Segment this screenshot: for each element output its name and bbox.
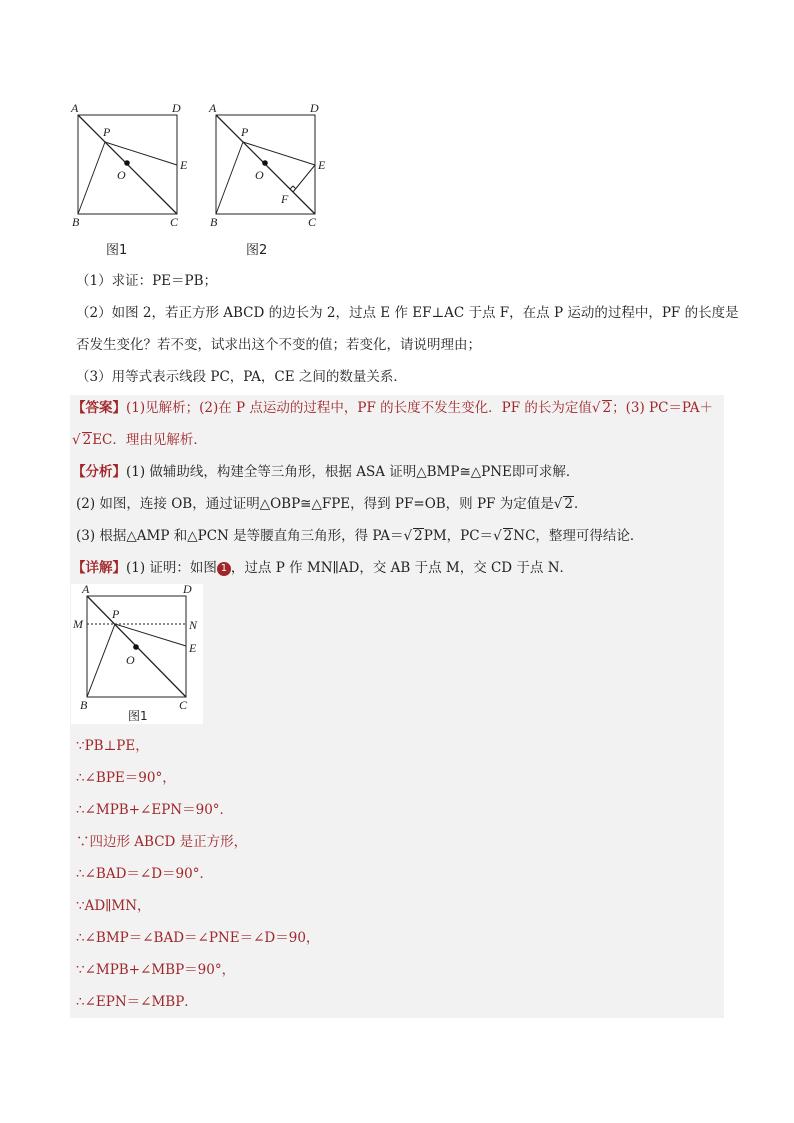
question-2-line-1: （2）如图 2，若正方形 ABCD 的边长为 2，过点 E 作 EF⊥AC 于点 F，在点 P 运动的过程中，PF 的长度是 bbox=[76, 305, 739, 321]
answer-sqrt-1: 2 bbox=[602, 400, 612, 416]
label-P: P bbox=[241, 125, 249, 139]
label-P: P bbox=[112, 607, 120, 621]
label-A: A bbox=[82, 584, 90, 596]
label-B: B bbox=[72, 215, 80, 229]
label-E: E bbox=[189, 641, 197, 655]
detail-tag: 【详解】 bbox=[72, 560, 126, 576]
label-O: O bbox=[117, 168, 126, 182]
detail-step-1: ∵PB⊥PE， bbox=[76, 738, 149, 754]
detail-step-9: ∴∠EPN＝∠MBP． bbox=[76, 994, 198, 1010]
analysis-line-3: (3) 根据△AMP 和△PCN 是等腰直角三角形，得 PA＝√ 2PM，PC＝√ 2NC，整理可得结论． bbox=[76, 528, 644, 544]
figure-1-diagram bbox=[66, 98, 196, 233]
figure-1-caption: 图1 bbox=[106, 243, 128, 258]
analysis-text-3a: (3) 根据△AMP 和△PCN 是等腰直角三角形，得 PA＝ bbox=[76, 528, 404, 544]
label-C: C bbox=[179, 698, 188, 712]
label-O: O bbox=[255, 168, 264, 182]
label-B: B bbox=[80, 698, 88, 712]
question-3: （3）用等式表示线段 PC，PA，CE 之间的数量关系． bbox=[76, 369, 407, 385]
label-O: O bbox=[126, 653, 135, 667]
answer-sqrt-2: 2 bbox=[82, 432, 92, 448]
label-E: E bbox=[180, 158, 188, 172]
detail-step-8: ∵∠MPB+∠MBP＝90°， bbox=[76, 962, 236, 978]
detail-intro-a: (1) 证明：如图 bbox=[126, 560, 217, 576]
circled-number-icon: 1 bbox=[217, 562, 231, 576]
figure-1 bbox=[66, 98, 196, 233]
detail-intro-b: ，过点 P 作 MN∥AD，交 AB 于点 M，交 CD 于点 N． bbox=[230, 560, 574, 576]
label-E: E bbox=[318, 158, 326, 172]
analysis-text-2b: ． bbox=[573, 496, 588, 512]
analysis-sqrt-1: 2 bbox=[564, 496, 573, 512]
figure-2 bbox=[204, 98, 334, 233]
answer-line-2: √ 2EC．理由见解析． bbox=[72, 432, 207, 448]
answer-text-c: EC．理由见解析． bbox=[92, 432, 207, 448]
question-2-line-2: 否发生变化？若不变，试求出这个不变的值；若变化，请说明理由； bbox=[76, 337, 481, 353]
label-B: B bbox=[210, 215, 218, 229]
detail-step-3: ∴∠MPB+∠EPN＝90°． bbox=[76, 802, 234, 818]
label-P: P bbox=[103, 125, 111, 139]
label-N: N bbox=[189, 618, 198, 632]
analysis-text-3b: PM，PC＝ bbox=[423, 528, 494, 544]
analysis-text-3c: NC，整理可得结论． bbox=[513, 528, 644, 544]
analysis-tag: 【分析】 bbox=[72, 464, 126, 480]
detail-step-4: ∵四边形 ABCD 是正方形， bbox=[76, 834, 248, 850]
figure-2-caption: 图2 bbox=[246, 243, 268, 258]
detail-step-6: ∵AD∥MN， bbox=[76, 898, 151, 914]
figure-3-diagram bbox=[71, 584, 203, 724]
answer-tag: 【答案】 bbox=[72, 400, 126, 416]
analysis-text-1: (1) 做辅助线，构建全等三角形，根据 ASA 证明△BMP≅△PNE即可求解． bbox=[126, 464, 580, 480]
label-C: C bbox=[170, 215, 179, 229]
figure-3 bbox=[71, 584, 203, 724]
label-M: M bbox=[73, 617, 83, 631]
label-C: C bbox=[308, 215, 317, 229]
analysis-sqrt-2: 2 bbox=[414, 528, 423, 544]
analysis-sqrt-3: 2 bbox=[503, 528, 513, 544]
analysis-text-2a: (2) 如图，连接 OB，通过证明△OBP≅△FPE，得到 PF=OB，则 PF 为定值是 bbox=[76, 496, 554, 512]
figure-3-caption: 图1 bbox=[128, 709, 148, 723]
detail-line-intro bbox=[72, 558, 573, 578]
analysis-line-2: (2) 如图，连接 OB，通过证明△OBP≅△FPE，得到 PF=OB，则 PF 为定值是√ 2． bbox=[76, 496, 588, 512]
figure-2-diagram bbox=[204, 98, 334, 233]
answer-line-1: 【答案】(1)见解析；(2)在 P 点运动的过程中，PF 的长度不发生变化．PF 的长为定值√ 2；(3) PC＝PA＋ bbox=[72, 400, 714, 416]
analysis-line-1 bbox=[72, 462, 579, 482]
label-D: D bbox=[310, 101, 319, 115]
detail-step-2: ∴∠BPE＝90°， bbox=[76, 770, 176, 786]
detail-step-5: ∴∠BAD＝∠D＝90°． bbox=[76, 866, 213, 882]
detail-step-7: ∴∠BMP＝∠BAD＝∠PNE＝∠D＝90， bbox=[76, 930, 320, 946]
label-A: A bbox=[71, 101, 79, 115]
question-1: （1）求证：PE＝PB； bbox=[76, 273, 218, 289]
answer-text-a: (1)见解析；(2)在 P 点运动的过程中，PF 的长度不发生变化．PF 的长为定值 bbox=[126, 400, 592, 416]
label-D: D bbox=[183, 584, 192, 596]
label-F: F bbox=[281, 192, 289, 206]
answer-text-b: ；(3) PC＝PA＋ bbox=[612, 400, 714, 416]
label-D: D bbox=[172, 101, 181, 115]
label-A: A bbox=[209, 101, 217, 115]
